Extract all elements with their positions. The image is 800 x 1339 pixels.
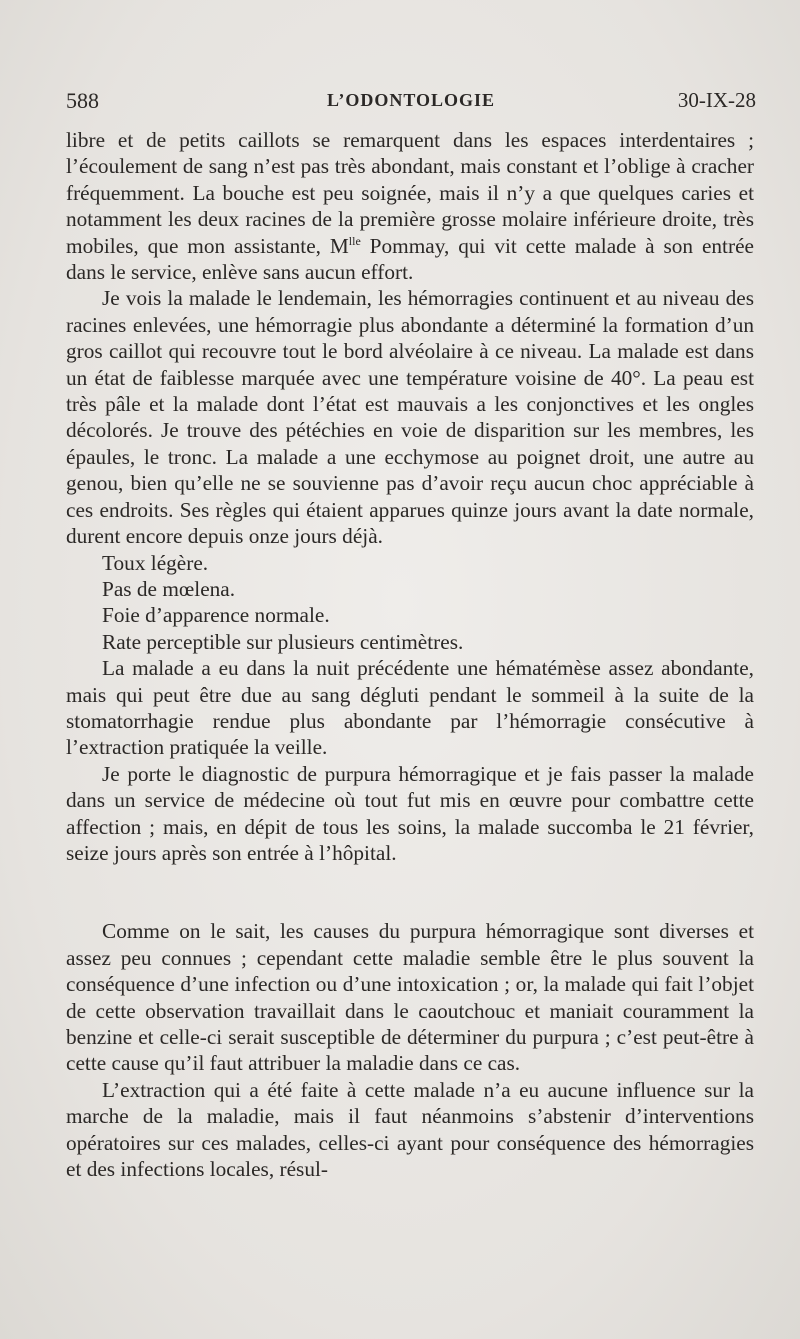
article-body (66, 127, 754, 1182)
page-number: 588 (66, 88, 99, 113)
paragraph-5: Comme on le sait, les causes du purpura hémorragique sont diverses et assez peu connues ; cependant cette maladie semble être le plus souvent la conséquence d’une infection ou d’une intoxication ; or, la malade qui fait l’objet de cette observation travaillait dans le caoutchouc et maniait couramment la benzine et celle-ci serait susceptible de déterminer du purpura ; c’est peut-être à cette cause qu’il faut attribuer la maladie dans ce cas. (66, 919, 754, 1076)
paragraph-4: Je porte le diagnostic de purpura hémorragique et je fais passer la malade dans un service de médecine où tout fut mis en œuvre pour combattre cette affection ; mais, en dépit de tous les soins, la malade succomba le 21 février, seize jours après son entrée à l’hôpital. (66, 761, 754, 865)
issue-date: 30-IX-28 (677, 88, 756, 112)
paragraph-6: L’extraction qui a été faite à cette malade n’a eu aucune influence sur la marche de la maladie, mais il faut néanmoins s’abstenir d’interventions opératoires sur ces malades, celles-ci ayant pour conséquence des hémorragies et des infections locales, résul- (66, 1077, 754, 1182)
symptom-item: Toux légère. (102, 550, 209, 575)
running-header (66, 88, 756, 118)
paragraph-3: La malade a eu dans la nuit précédente une hématémèse assez abondante, mais qui peut être due au sang dégluti pendant le sommeil à la suite de la stomatorrhagie rendue plus abondante par l’hémorragie consécutive à l’extraction pratiquée la veille. (66, 656, 754, 760)
symptom-item: Rate perceptible sur plusieurs centimètres. (102, 629, 464, 654)
symptom-item: Foie d’apparence normale. (102, 603, 330, 628)
paragraph-2: Je vois la malade le lendemain, les hémorragies continuent et au niveau des racines enlevées, une hémorragie plus abondante a déterminé la formation d’un gros caillot qui recouvre tout le bord alvéolaire à ce niveau. La malade est dans un état de faiblesse marquée avec une température voisine de 40°. La peau est très pâle et la malade dont l’état est mauvais a les conjonctives et les ongles décolorés. Je trouve des pétéchies en voie de disparition sur les membres, les épaules, le tronc. La malade a une ecchymose au poignet droit, une autre au genou, bien qu’elle ne se souvienne pas d’avoir reçu aucun choc appréciable à ces endroits. Ses règles qui étaient apparues quinze jours avant la date normale, durent encore depuis onze jours déjà. (66, 286, 754, 549)
paragraph-1: libre et de petits caillots se remarquent dans les espaces interdentaires ; l’écoulement de sang n’est pas très abondant, mais constant et l’oblige à cracher fréquemment. La bouche est peu soignée, mais il n’y a que quelques caries et notamment les deux racines de la première grosse molaire inférieure droite, très mobiles, que mon assistante, $M^{lle}$ Pommay, qui vit cette malade à son entrée dans le service, enlève sans aucun effort. (66, 128, 754, 285)
superscript: lle (348, 233, 361, 248)
journal-title: L’ODONTOLOGIE (326, 90, 496, 110)
symptom-item: Pas de mœlena. (102, 576, 236, 601)
section-gap (66, 866, 754, 918)
